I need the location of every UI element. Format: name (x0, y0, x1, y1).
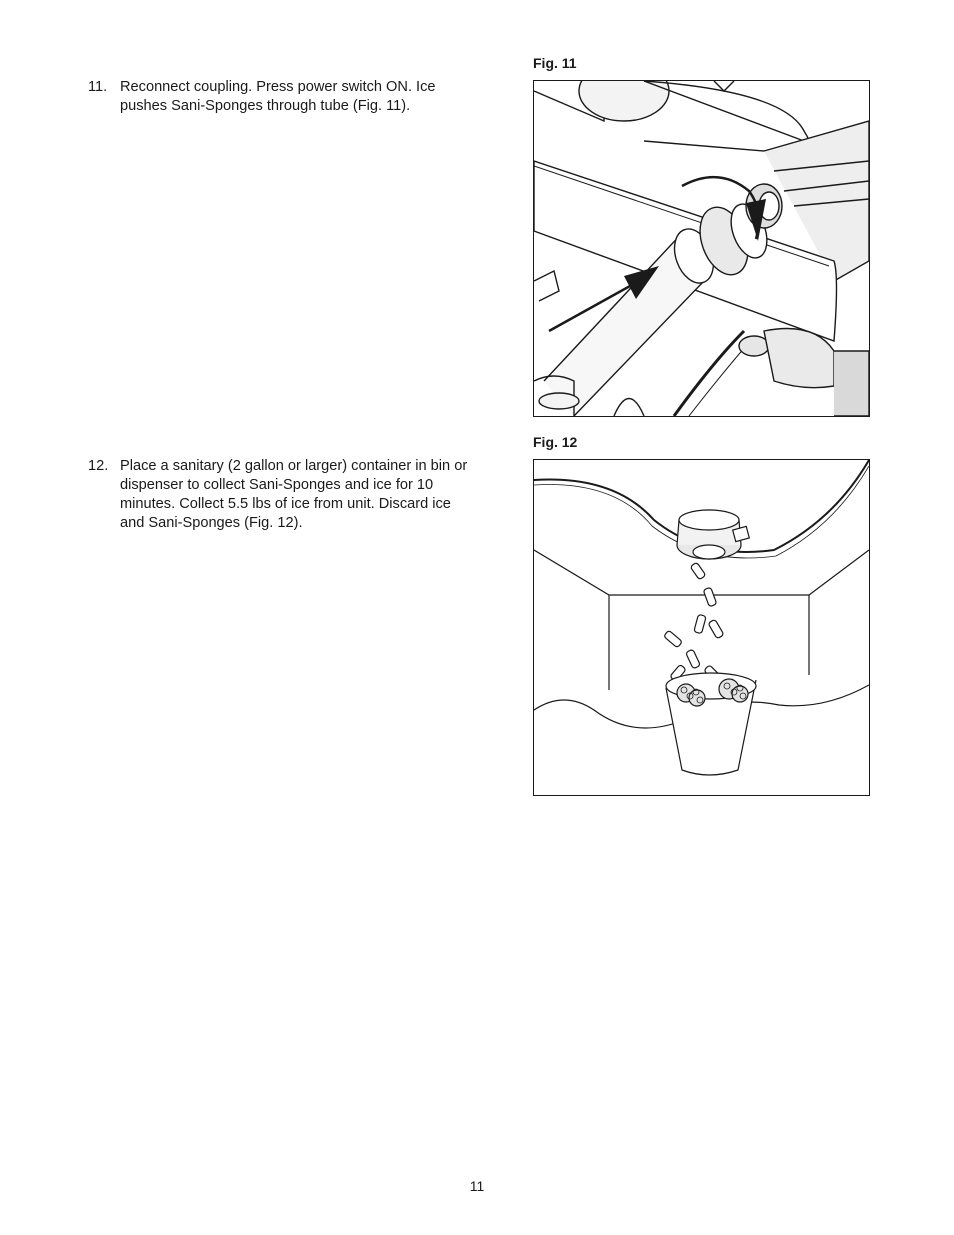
step-number: 12. (88, 458, 109, 474)
fig-12-illustration (533, 459, 870, 796)
fig-11-label: Fig. 11 (533, 55, 577, 71)
step-11 (88, 78, 468, 116)
page-number: 11 (469, 1178, 485, 1194)
step-text: Place a sanitary (2 gallon or larger) container in bin or dispenser to collect Sani-Sponges and ice for 10 minutes. Collect 5.5 lbs of ice from unit. Discard ice and Sani-Sponges (Fig. 12). (120, 458, 468, 531)
step-12 (88, 457, 468, 533)
step-number: 11. (88, 79, 108, 95)
step-text: Reconnect coupling. Press power switch ON. Ice pushes Sani-Sponges through tube (Fig. 11). (120, 79, 436, 114)
fig-11-illustration (533, 80, 870, 417)
fig-12-label: Fig. 12 (533, 434, 578, 450)
